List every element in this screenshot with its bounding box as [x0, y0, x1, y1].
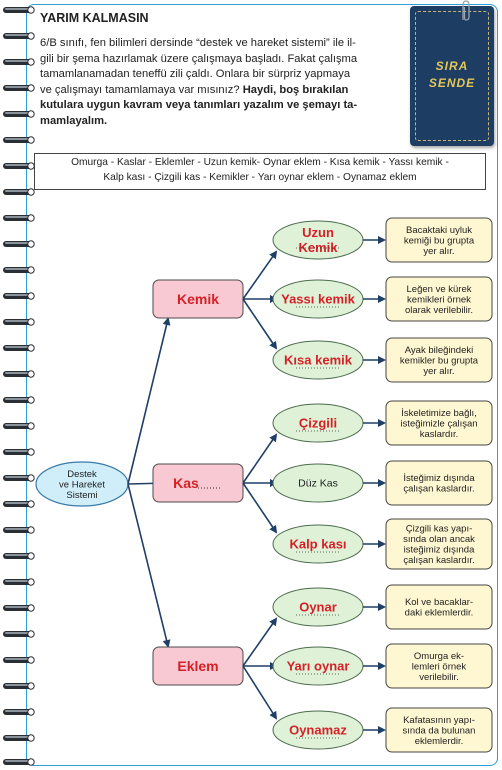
description-text: İsteğimiz dışında çalışan kaslardır.	[403, 473, 475, 495]
description-box	[386, 338, 492, 382]
subtype-node	[273, 647, 363, 685]
connector-arrow	[243, 299, 276, 348]
root-label: Destek ve Hareket Sistemi	[59, 468, 105, 501]
description-box	[386, 461, 492, 505]
subtype-node	[273, 588, 363, 626]
word-bank-line-2: Kalp kası - Çizgili kas - Kemikler - Yarı oynar eklem - Oynamaz eklem	[103, 172, 417, 183]
subtype-node	[273, 711, 363, 749]
description-box	[386, 519, 492, 569]
category-label: Kas	[173, 474, 199, 491]
subtype-label: Çizgili	[298, 415, 338, 431]
subtype-label: Oynamaz	[289, 722, 347, 738]
description-box	[386, 401, 492, 445]
connector-arrow	[243, 435, 276, 483]
subtype-label: Kısa kemik	[284, 352, 352, 368]
description-box	[386, 585, 492, 629]
intro-instruction: Haydi, boş bırakılan kutulara uygun kavram veya tanımları yazalım ve şemayı ta- mamlayalım.	[40, 83, 358, 127]
subtype-node	[273, 525, 363, 563]
page-title: YARIM KALMASIN	[40, 11, 149, 25]
subtype-label: Yarı oynar	[286, 658, 350, 674]
description-text: Çizgili kas yapı-sında olan ancak isteğimiz dışında çalışan kaslardır.	[403, 523, 475, 567]
subtype-node	[273, 404, 363, 442]
connector-arrow	[128, 484, 168, 646]
category-node-eklem	[153, 647, 243, 685]
subtype-label: Kalp kası	[289, 536, 347, 552]
description-box	[386, 218, 492, 262]
intro-text: 6/B sınıfı, fen bilimleri dersinde “destek ve hareket sistemi” ile il- gili bir şema hazırlamak üzere çalışmaya başladı. Fakat çalışma tamamlanamadan teneffü zili çaldı. Onlara bir sürpriz yapmaya ve çalışmayı tamamlamaya var mısınız?	[40, 37, 358, 96]
description-text: İskeletimize bağlı, isteğimizle çalışan kaslardır.	[400, 407, 478, 440]
card-label: SIRA SENDE	[428, 59, 476, 90]
connector-arrow	[243, 666, 276, 718]
description-text: Omurga ek-lemleri örnek verilebilir.	[411, 650, 467, 683]
subtype-node	[273, 464, 363, 502]
description-text: Kol ve bacaklar-daki eklemlerdir.	[404, 597, 474, 619]
category-label: Eklem	[177, 657, 219, 674]
subtype-node	[273, 280, 363, 318]
category-label: Kemik	[176, 290, 220, 307]
connector-arrow	[243, 252, 276, 299]
subtype-label: Yassı kemik	[281, 291, 355, 307]
subtype-label: Uzun Kemik	[298, 225, 338, 256]
category-node-kemik	[153, 280, 243, 318]
subtype-label: Oynar	[299, 599, 337, 615]
root-node	[36, 462, 128, 506]
subtype-label: Düz Kas	[298, 477, 338, 490]
connector-arrow	[128, 319, 168, 484]
subtype-node	[273, 221, 363, 259]
subtype-node	[273, 341, 363, 379]
connector-arrow	[243, 483, 276, 532]
description-box	[386, 708, 492, 752]
description-text: Kafatasının yapı-sında da bulunan eklemlerdir.	[402, 714, 476, 747]
word-bank-line-1: Omurga - Kaslar - Eklemler - Uzun kemik- Oynar eklem - Kısa kemik - Yassı kemik -	[71, 157, 449, 168]
category-node-kas	[153, 464, 243, 502]
description-box	[386, 644, 492, 688]
description-box	[386, 277, 492, 321]
connector-arrow	[243, 619, 276, 666]
description-text: Ayak bileğindeki kemikler bu grupta yer alır.	[399, 344, 479, 377]
description-text: Bacaktaki uyluk kemiği bu grupta yer alır.	[403, 224, 475, 257]
description-text: Leğen ve kürek kemikleri örnek olarak verilebilir.	[404, 283, 474, 316]
